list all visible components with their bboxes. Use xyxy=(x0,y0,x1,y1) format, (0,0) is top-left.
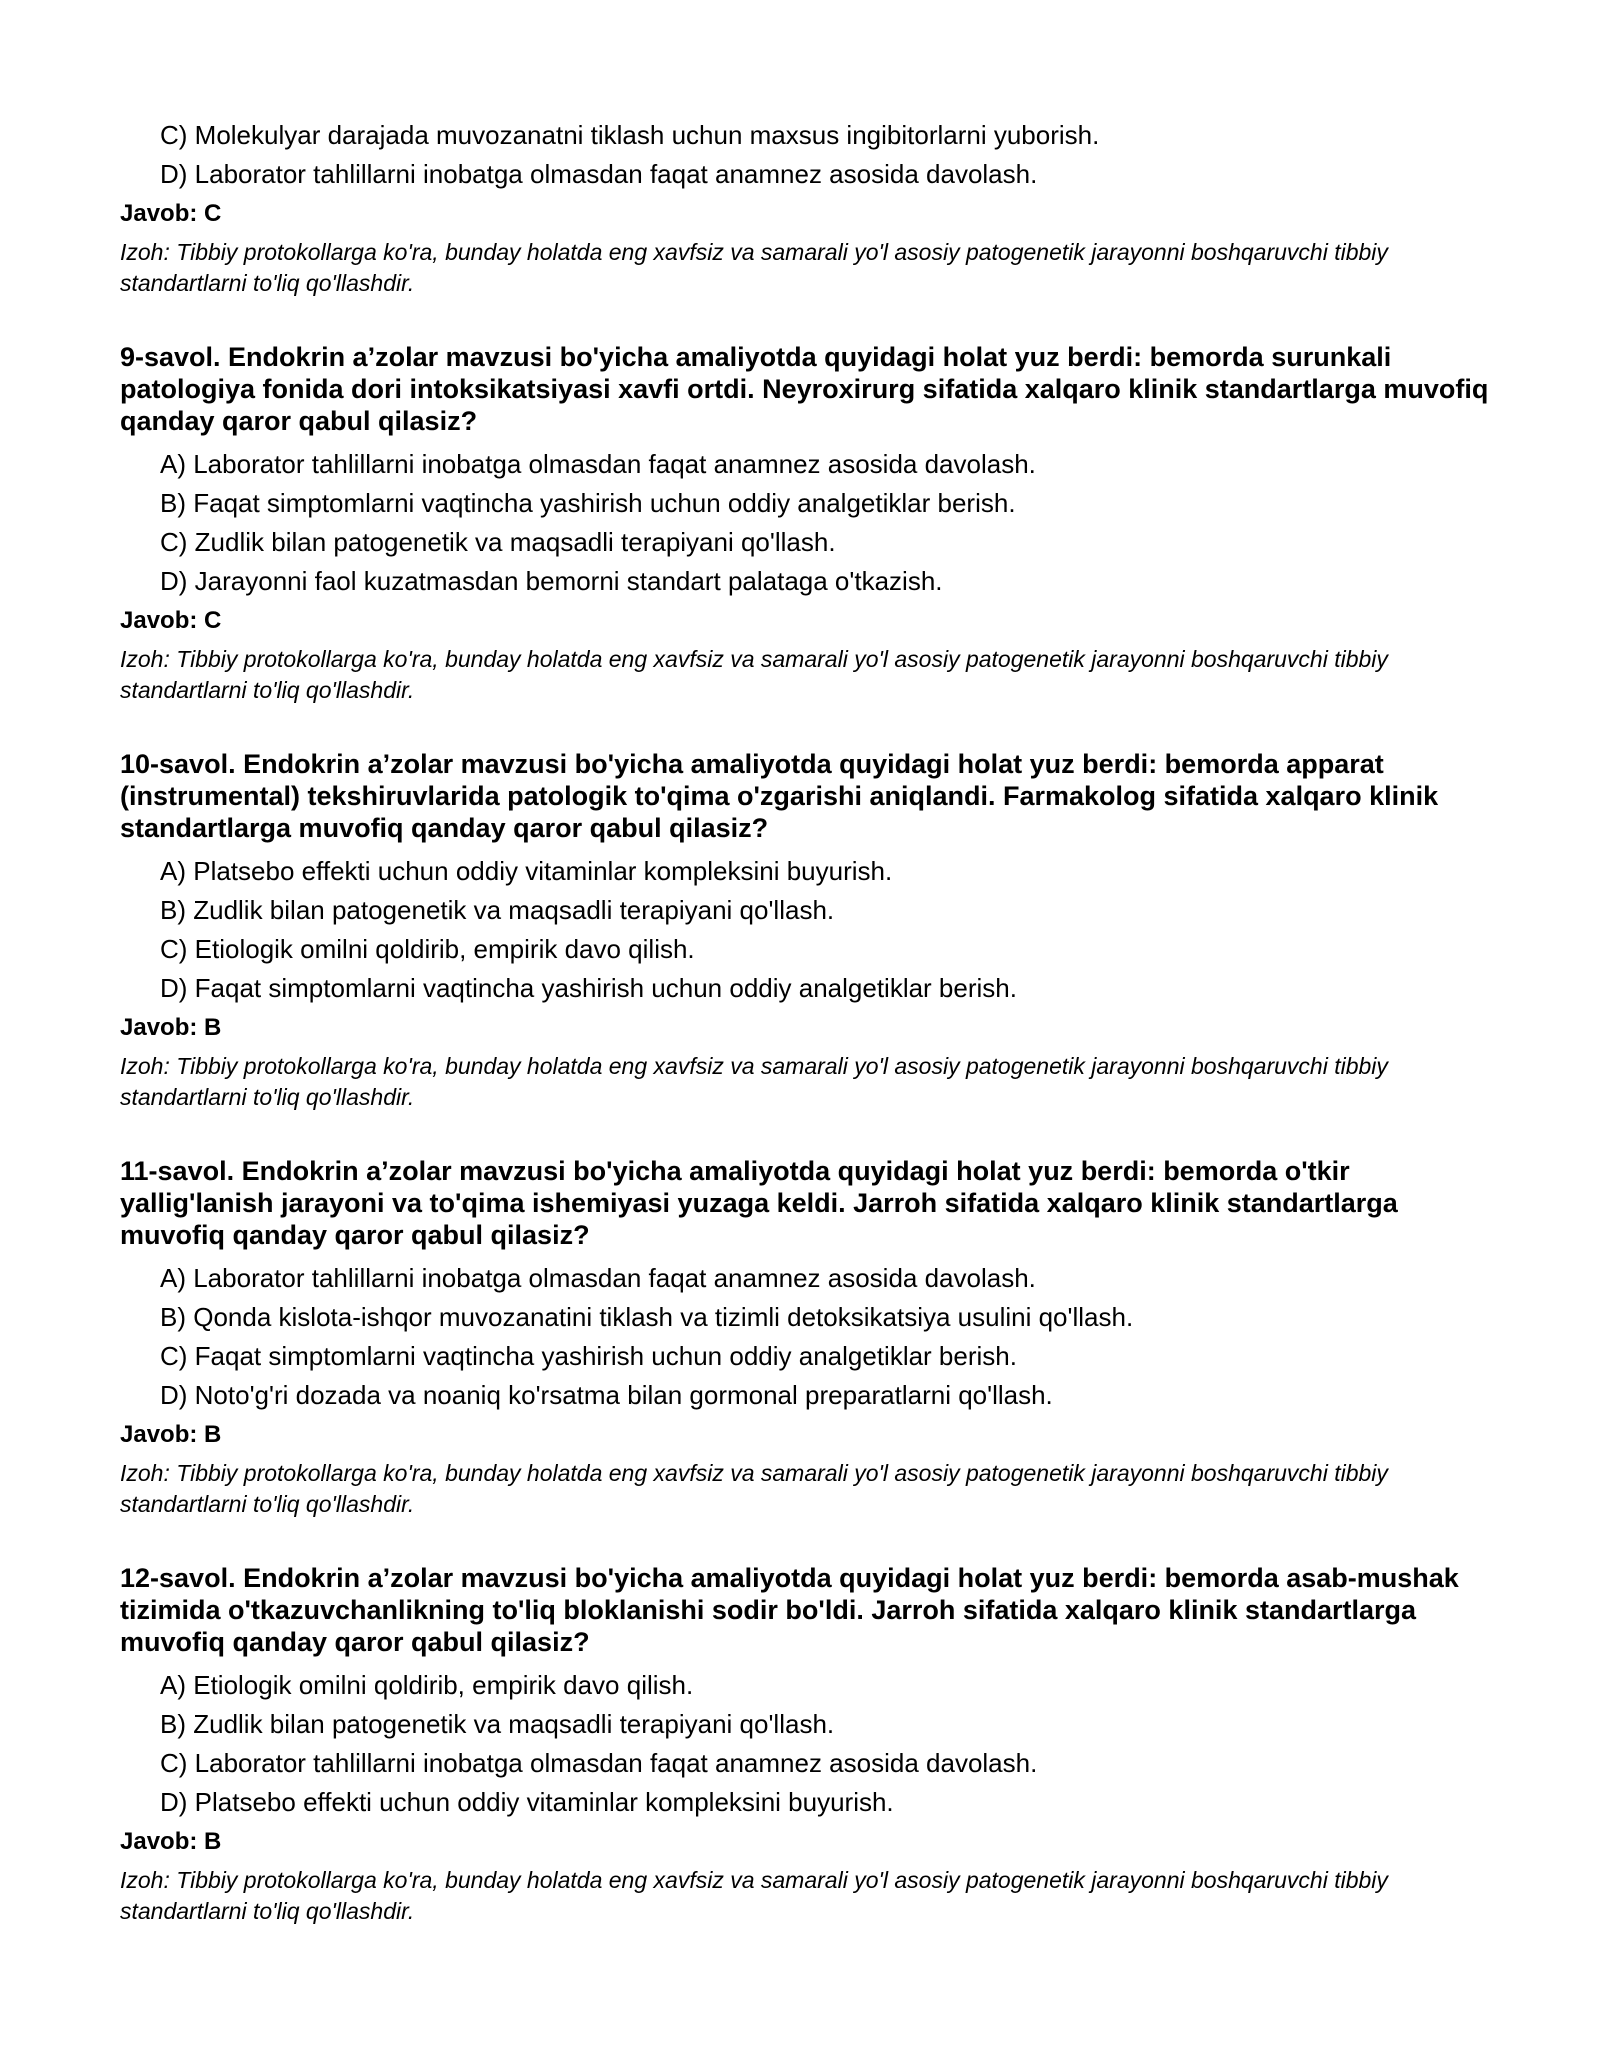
answer-label: Javob: B xyxy=(120,1828,222,1855)
answer-label: Javob: C xyxy=(120,607,222,634)
question-11 xyxy=(120,1155,1490,1520)
answer-label: Javob: C xyxy=(120,200,222,227)
option-c: C) Etiologik omilni qoldirib, empirik davo qilish. xyxy=(160,934,695,964)
option-d: D) Faqat simptomlarni vaqtincha yashirish uchun oddiy analgetiklar berish. xyxy=(160,973,1017,1003)
question-text: 12-savol. Endokrin a’zolar mavzusi bo'yicha amaliyotda quyidagi holat yuz berdi: bemorda asab-mushak tizimida o'tkazuvchanlikning to'liq bloklanishi sodir bo'ldi. Jarroh sifatida xalqaro klinik standartlarga muvofiq qanday qaror qabul qilasiz? xyxy=(120,1563,1459,1657)
option-b: B) Zudlik bilan patogenetik va maqsadli terapiyani qo'llash. xyxy=(160,895,835,925)
spacer xyxy=(120,1113,1490,1155)
question-9 xyxy=(120,341,1490,706)
option-c: C) Molekulyar darajada muvozanatni tiklash uchun maxsus ingibitorlarni yuborish. xyxy=(160,120,1100,150)
option-list xyxy=(120,120,1490,189)
option-a: A) Laborator tahlillarni inobatga olmasdan faqat anamnez asosida davolash. xyxy=(160,449,1036,479)
explanation-note: Izoh: Tibbiy protokollarga ko'ra, bunday holatda eng xavfsiz va samarali yo'l asosiy patogenetik jarayonni boshqaruvchi tibbiy standartlarni to'liq qo'llashdir. xyxy=(120,1053,1388,1110)
option-b: B) Faqat simptomlarni vaqtincha yashirish uchun oddiy analgetiklar berish. xyxy=(160,488,1016,518)
question-text: 11-savol. Endokrin a’zolar mavzusi bo'yicha amaliyotda quyidagi holat yuz berdi: bemorda o'tkir yallig'lanish jarayoni va to'qima ishemiyasi yuzaga keldi. Jarroh sifatida xalqaro klinik standartlarga muvofiq qanday qaror qabul qilasiz? xyxy=(120,1156,1398,1250)
question-8-continuation xyxy=(120,120,1490,299)
option-list xyxy=(120,856,1490,1003)
option-a: A) Platsebo effekti uchun oddiy vitaminlar kompleksini buyurish. xyxy=(160,856,893,886)
question-12 xyxy=(120,1562,1490,1927)
option-c: C) Faqat simptomlarni vaqtincha yashirish uchun oddiy analgetiklar berish. xyxy=(160,1341,1017,1371)
option-d: D) Laborator tahlillarni inobatga olmasdan faqat anamnez asosida davolash. xyxy=(160,159,1038,189)
spacer xyxy=(120,1520,1490,1562)
option-b: B) Qonda kislota-ishqor muvozanatini tiklash va tizimli detoksikatsiya usulini qo'llash. xyxy=(160,1302,1134,1332)
option-c: C) Zudlik bilan patogenetik va maqsadli terapiyani qo'llash. xyxy=(160,527,836,557)
explanation-note: Izoh: Tibbiy protokollarga ko'ra, bunday holatda eng xavfsiz va samarali yo'l asosiy patogenetik jarayonni boshqaruvchi tibbiy standartlarni to'liq qo'llashdir. xyxy=(120,646,1388,703)
option-d: D) Jarayonni faol kuzatmasdan bemorni standart palataga o'tkazish. xyxy=(160,566,943,596)
explanation-note: Izoh: Tibbiy protokollarga ko'ra, bunday holatda eng xavfsiz va samarali yo'l asosiy patogenetik jarayonni boshqaruvchi tibbiy standartlarni to'liq qo'llashdir. xyxy=(120,1867,1388,1924)
spacer xyxy=(120,706,1490,748)
question-text: 9-savol. Endokrin a’zolar mavzusi bo'yicha amaliyotda quyidagi holat yuz berdi: bemorda surunkali patologiya fonida dori intoksikatsiyasi xavfi ortdi. Neyroxirurg sifatida xalqaro klinik standartlarga muvofiq qanday qaror qabul qilasiz? xyxy=(120,342,1489,436)
answer-label: Javob: B xyxy=(120,1421,222,1448)
question-10 xyxy=(120,748,1490,1113)
option-a: A) Laborator tahlillarni inobatga olmasdan faqat anamnez asosida davolash. xyxy=(160,1263,1036,1293)
option-list xyxy=(120,1670,1490,1817)
explanation-note: Izoh: Tibbiy protokollarga ko'ra, bunday holatda eng xavfsiz va samarali yo'l asosiy patogenetik jarayonni boshqaruvchi tibbiy standartlarni to'liq qo'llashdir. xyxy=(120,239,1388,296)
option-list xyxy=(120,1263,1490,1410)
question-text: 10-savol. Endokrin a’zolar mavzusi bo'yicha amaliyotda quyidagi holat yuz berdi: bemorda apparat (instrumental) tekshiruvlarida patologik to'qima o'zgarishi aniqlandi. Farmakolog sifatida xalqaro klinik standartlarga muvofiq qanday qaror qabul qilasiz? xyxy=(120,749,1439,843)
option-d: D) Noto'g'ri dozada va noaniq ko'rsatma bilan gormonal preparatlarni qo'llash. xyxy=(160,1380,1053,1410)
answer-label: Javob: B xyxy=(120,1014,222,1041)
option-c: C) Laborator tahlillarni inobatga olmasdan faqat anamnez asosida davolash. xyxy=(160,1748,1038,1778)
explanation-note: Izoh: Tibbiy protokollarga ko'ra, bunday holatda eng xavfsiz va samarali yo'l asosiy patogenetik jarayonni boshqaruvchi tibbiy standartlarni to'liq qo'llashdir. xyxy=(120,1460,1388,1517)
option-b: B) Zudlik bilan patogenetik va maqsadli terapiyani qo'llash. xyxy=(160,1709,835,1739)
option-d: D) Platsebo effekti uchun oddiy vitaminlar kompleksini buyurish. xyxy=(160,1787,894,1817)
option-list xyxy=(120,449,1490,596)
spacer xyxy=(120,299,1490,341)
option-a: A) Etiologik omilni qoldirib, empirik davo qilish. xyxy=(160,1670,694,1700)
